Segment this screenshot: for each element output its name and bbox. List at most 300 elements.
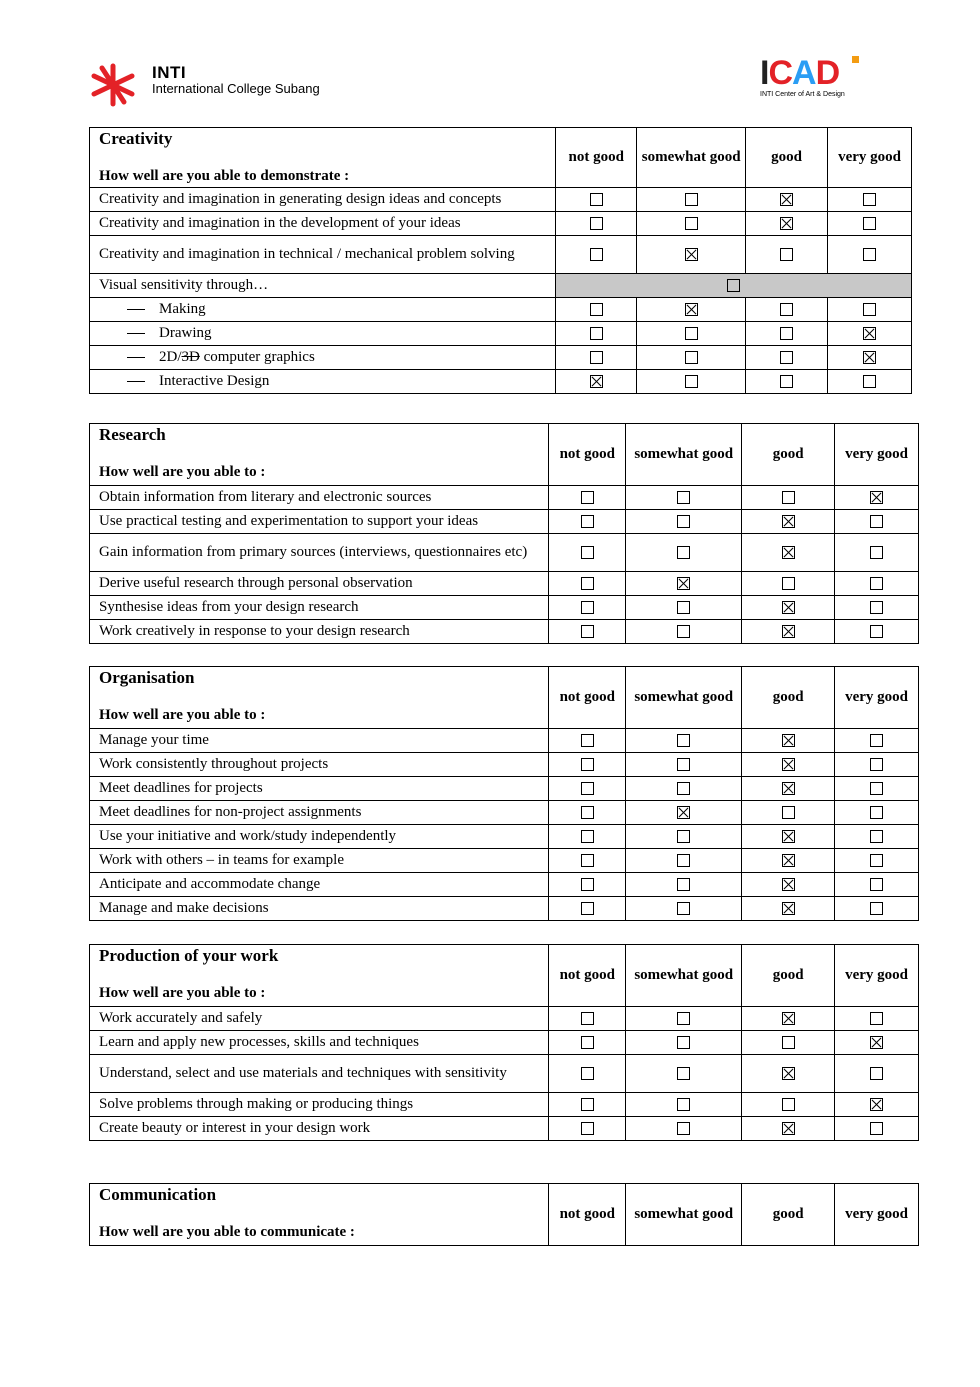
rating-row bbox=[90, 1093, 919, 1117]
column-header: not good bbox=[549, 667, 626, 729]
rating-row bbox=[90, 753, 919, 777]
checkbox[interactable] bbox=[581, 782, 594, 795]
checkbox-cell bbox=[828, 298, 912, 322]
checkbox[interactable] bbox=[870, 806, 883, 819]
greyed-checkbox-cell bbox=[556, 274, 912, 298]
checkbox[interactable] bbox=[863, 248, 876, 261]
row-label bbox=[90, 212, 556, 236]
row-label-text: Understand, select and use materials and techniques with sensitivity bbox=[99, 1065, 507, 1081]
rating-row bbox=[90, 897, 919, 921]
checkbox-cell bbox=[835, 801, 919, 825]
checkbox-cell bbox=[626, 572, 742, 596]
column-header: very good bbox=[835, 945, 919, 1007]
checkbox-cell bbox=[746, 188, 828, 212]
checkbox[interactable] bbox=[677, 758, 690, 771]
checkbox-cell bbox=[549, 729, 626, 753]
checkbox[interactable] bbox=[870, 878, 883, 891]
checkbox-cell bbox=[835, 1117, 919, 1141]
row-label bbox=[90, 486, 549, 510]
checkbox[interactable] bbox=[677, 515, 690, 528]
rating-row bbox=[90, 486, 919, 510]
column-header: good bbox=[742, 1184, 835, 1246]
checkbox[interactable] bbox=[780, 248, 793, 261]
rating-row bbox=[90, 729, 919, 753]
checkbox-cell bbox=[835, 486, 919, 510]
checkbox-cell bbox=[835, 897, 919, 921]
checkbox-cell bbox=[626, 897, 742, 921]
row-label-text: Creativity and imagination in technical / mechanical problem solving bbox=[99, 246, 515, 262]
checkbox[interactable] bbox=[581, 1036, 594, 1049]
communication-table bbox=[89, 1183, 919, 1246]
checkbox[interactable] bbox=[677, 782, 690, 795]
checkbox[interactable] bbox=[870, 577, 883, 590]
checked-checkbox[interactable] bbox=[782, 854, 795, 867]
row-label-text: Learn and apply new processes, skills and techniques bbox=[99, 1034, 419, 1050]
struck-text: 3D bbox=[181, 349, 200, 365]
checkbox[interactable] bbox=[677, 854, 690, 867]
checked-checkbox[interactable] bbox=[863, 351, 876, 364]
checkbox[interactable] bbox=[870, 601, 883, 614]
checkbox-cell bbox=[549, 873, 626, 897]
checkbox[interactable] bbox=[581, 601, 594, 614]
checkbox[interactable] bbox=[685, 351, 698, 364]
checkbox[interactable] bbox=[581, 1098, 594, 1111]
column-header: good bbox=[742, 424, 835, 486]
column-header: somewhat good bbox=[626, 667, 742, 729]
checkbox[interactable] bbox=[581, 854, 594, 867]
checkbox[interactable] bbox=[780, 327, 793, 340]
rating-row bbox=[90, 212, 912, 236]
checkbox-cell bbox=[549, 801, 626, 825]
checkbox[interactable] bbox=[780, 303, 793, 316]
section-heading-cell bbox=[90, 1184, 549, 1246]
checkbox[interactable] bbox=[870, 830, 883, 843]
checked-checkbox[interactable] bbox=[870, 1036, 883, 1049]
checkbox-cell bbox=[549, 1093, 626, 1117]
checkbox-cell bbox=[835, 873, 919, 897]
checked-checkbox[interactable] bbox=[782, 1012, 795, 1025]
checkbox-cell bbox=[742, 777, 835, 801]
table-header-row bbox=[90, 424, 919, 486]
checked-checkbox[interactable] bbox=[782, 546, 795, 559]
rating-row bbox=[90, 510, 919, 534]
checkbox-cell bbox=[626, 849, 742, 873]
checkbox-cell bbox=[549, 620, 626, 644]
row-label bbox=[90, 370, 556, 394]
checkbox-cell bbox=[556, 370, 637, 394]
section-question: How well are you able to : bbox=[99, 464, 266, 480]
checkbox-cell bbox=[549, 849, 626, 873]
checkbox-cell bbox=[742, 1117, 835, 1141]
checkbox-cell bbox=[828, 346, 912, 370]
checkbox[interactable] bbox=[590, 217, 603, 230]
checkbox[interactable] bbox=[677, 1122, 690, 1135]
checked-checkbox[interactable] bbox=[782, 1067, 795, 1080]
row-label-text: Creativity and imagination in generating design ideas and concepts bbox=[99, 191, 502, 207]
checked-checkbox[interactable] bbox=[870, 491, 883, 504]
section-heading-cell bbox=[90, 945, 549, 1007]
checkbox[interactable] bbox=[677, 625, 690, 638]
inti-name: INTI bbox=[152, 63, 187, 82]
row-label bbox=[90, 801, 549, 825]
table-header-row bbox=[90, 945, 919, 1007]
checkbox-cell bbox=[835, 534, 919, 572]
row-label-text: Obtain information from literary and electronic sources bbox=[99, 489, 432, 505]
column-header: good bbox=[742, 945, 835, 1007]
checkbox[interactable] bbox=[677, 1098, 690, 1111]
checkbox-cell bbox=[556, 188, 637, 212]
checkbox-cell bbox=[742, 510, 835, 534]
checkbox-cell bbox=[637, 236, 746, 274]
checkbox[interactable] bbox=[870, 1012, 883, 1025]
checkbox[interactable] bbox=[870, 546, 883, 559]
row-label-text: Meet deadlines for non-project assignments bbox=[99, 804, 362, 820]
rating-row bbox=[90, 873, 919, 897]
checkbox-cell bbox=[742, 1007, 835, 1031]
checkbox-cell bbox=[742, 572, 835, 596]
icad-subtitle: INTI Center of Art & Design bbox=[760, 91, 845, 98]
checkbox[interactable] bbox=[581, 515, 594, 528]
row-label bbox=[90, 1055, 549, 1093]
checked-checkbox[interactable] bbox=[685, 248, 698, 261]
checkbox[interactable] bbox=[581, 1067, 594, 1080]
checkbox-cell bbox=[746, 298, 828, 322]
checkbox[interactable] bbox=[581, 806, 594, 819]
rating-row bbox=[90, 370, 912, 394]
checkbox-cell bbox=[626, 873, 742, 897]
row-label: Visual sensitivity through… bbox=[90, 274, 556, 298]
row-label bbox=[90, 897, 549, 921]
row-label bbox=[90, 1093, 549, 1117]
checkbox-cell bbox=[549, 1007, 626, 1031]
checkbox-cell bbox=[835, 572, 919, 596]
checkbox-cell bbox=[828, 370, 912, 394]
checkbox[interactable] bbox=[870, 734, 883, 747]
row-label-text: Manage your time bbox=[99, 732, 209, 748]
row-label-text: computer graphics bbox=[199, 349, 315, 365]
checkbox-cell bbox=[626, 486, 742, 510]
rating-row bbox=[90, 188, 912, 212]
rating-row bbox=[90, 298, 912, 322]
section-title: Research bbox=[99, 425, 166, 444]
checked-checkbox[interactable] bbox=[782, 1122, 795, 1135]
checkbox-cell bbox=[549, 486, 626, 510]
checkbox-cell bbox=[742, 753, 835, 777]
row-label bbox=[90, 777, 549, 801]
checkbox-cell bbox=[742, 729, 835, 753]
checkbox[interactable] bbox=[677, 491, 690, 504]
page-header bbox=[0, 0, 980, 110]
checkbox[interactable] bbox=[870, 1122, 883, 1135]
section-heading-cell bbox=[90, 424, 549, 486]
checkbox-cell bbox=[742, 849, 835, 873]
row-label-text: Work creatively in response to your design research bbox=[99, 623, 410, 639]
section-question: How well are you able to demonstrate : bbox=[99, 168, 350, 184]
checkbox[interactable] bbox=[581, 1012, 594, 1025]
checkbox[interactable] bbox=[727, 279, 740, 292]
rating-row bbox=[90, 534, 919, 572]
checkbox[interactable] bbox=[870, 902, 883, 915]
checkbox[interactable] bbox=[590, 193, 603, 206]
checkbox-cell bbox=[828, 236, 912, 274]
rating-row bbox=[90, 620, 919, 644]
checkbox-cell bbox=[556, 236, 637, 274]
row-label-text: Interactive Design bbox=[159, 373, 270, 389]
checked-checkbox[interactable] bbox=[782, 734, 795, 747]
checkbox-cell bbox=[835, 596, 919, 620]
checkbox-cell bbox=[828, 322, 912, 346]
checkbox-cell bbox=[637, 370, 746, 394]
checkbox-cell bbox=[626, 801, 742, 825]
checkbox[interactable] bbox=[677, 1067, 690, 1080]
checkbox[interactable] bbox=[870, 854, 883, 867]
checkbox[interactable] bbox=[870, 758, 883, 771]
row-label-text: Anticipate and accommodate change bbox=[99, 876, 321, 892]
checkbox-cell bbox=[549, 572, 626, 596]
checkbox[interactable] bbox=[677, 1036, 690, 1049]
column-header: not good bbox=[549, 945, 626, 1007]
row-label bbox=[90, 620, 549, 644]
checked-checkbox[interactable] bbox=[780, 193, 793, 206]
checkbox[interactable] bbox=[581, 902, 594, 915]
checkbox-cell bbox=[626, 1093, 742, 1117]
row-label bbox=[90, 236, 556, 274]
row-label-text: Creativity and imagination in the development of your ideas bbox=[99, 215, 461, 231]
research-table bbox=[89, 423, 919, 644]
checkbox[interactable] bbox=[780, 351, 793, 364]
checkbox[interactable] bbox=[685, 217, 698, 230]
checked-checkbox[interactable] bbox=[590, 375, 603, 388]
row-label-text: Gain information from primary sources (interviews, questionnaires etc) bbox=[99, 544, 528, 560]
checkbox-cell bbox=[626, 777, 742, 801]
checkbox-cell bbox=[835, 510, 919, 534]
checked-checkbox[interactable] bbox=[870, 1098, 883, 1111]
rating-row bbox=[90, 572, 919, 596]
checkbox[interactable] bbox=[685, 193, 698, 206]
checked-checkbox[interactable] bbox=[782, 830, 795, 843]
checkbox[interactable] bbox=[581, 491, 594, 504]
row-label-text: Work consistently throughout projects bbox=[99, 756, 329, 772]
column-header: very good bbox=[835, 1184, 919, 1246]
checkbox[interactable] bbox=[677, 878, 690, 891]
checkbox-cell bbox=[746, 212, 828, 236]
row-label-text: Solve problems through making or producing things bbox=[99, 1096, 414, 1112]
section-title: Organisation bbox=[99, 668, 195, 687]
checkbox[interactable] bbox=[863, 193, 876, 206]
column-header: not good bbox=[549, 424, 626, 486]
checkbox[interactable] bbox=[677, 1012, 690, 1025]
checkbox-cell bbox=[637, 212, 746, 236]
checkbox[interactable] bbox=[863, 303, 876, 316]
checkbox-cell bbox=[626, 534, 742, 572]
checkbox-cell bbox=[746, 370, 828, 394]
checkbox[interactable] bbox=[870, 515, 883, 528]
checkbox-cell bbox=[835, 620, 919, 644]
row-label bbox=[90, 825, 549, 849]
column-header: somewhat good bbox=[626, 424, 742, 486]
row-label bbox=[90, 346, 556, 370]
checkbox[interactable] bbox=[677, 902, 690, 915]
checkbox-cell bbox=[742, 1055, 835, 1093]
checkbox-cell bbox=[626, 1055, 742, 1093]
checkbox[interactable] bbox=[581, 1122, 594, 1135]
checkbox-cell bbox=[742, 873, 835, 897]
checkbox-cell bbox=[626, 753, 742, 777]
row-label bbox=[90, 849, 549, 873]
checkbox-cell bbox=[637, 346, 746, 370]
column-header: not good bbox=[549, 1184, 626, 1246]
checked-checkbox[interactable] bbox=[782, 902, 795, 915]
rating-row bbox=[90, 801, 919, 825]
checkbox[interactable] bbox=[581, 878, 594, 891]
checkbox[interactable] bbox=[782, 491, 795, 504]
table-header-row bbox=[90, 128, 912, 188]
checkbox-cell bbox=[742, 596, 835, 620]
checkbox[interactable] bbox=[863, 217, 876, 230]
checkbox-cell bbox=[835, 825, 919, 849]
checkbox-cell bbox=[637, 322, 746, 346]
column-header: somewhat good bbox=[626, 945, 742, 1007]
production-table bbox=[89, 944, 919, 1141]
row-label bbox=[90, 322, 556, 346]
checked-checkbox[interactable] bbox=[782, 601, 795, 614]
rating-row bbox=[90, 596, 919, 620]
checkbox-cell bbox=[626, 825, 742, 849]
checked-checkbox[interactable] bbox=[782, 878, 795, 891]
checkbox[interactable] bbox=[590, 248, 603, 261]
dash-icon bbox=[127, 333, 145, 334]
checkbox[interactable] bbox=[677, 830, 690, 843]
column-header: not good bbox=[556, 128, 637, 188]
checkbox[interactable] bbox=[870, 1067, 883, 1080]
dash-icon bbox=[127, 309, 145, 310]
checkbox-cell bbox=[828, 188, 912, 212]
checkbox[interactable] bbox=[581, 734, 594, 747]
column-header: good bbox=[746, 128, 828, 188]
checkbox[interactable] bbox=[782, 1036, 795, 1049]
section-title: Creativity bbox=[99, 129, 173, 148]
checkbox-cell bbox=[626, 596, 742, 620]
rating-row bbox=[90, 346, 912, 370]
row-label bbox=[90, 1031, 549, 1055]
checkbox[interactable] bbox=[685, 375, 698, 388]
row-label bbox=[90, 753, 549, 777]
rating-row bbox=[90, 1031, 919, 1055]
rating-row bbox=[90, 1117, 919, 1141]
checkbox-cell bbox=[835, 1093, 919, 1117]
checkbox[interactable] bbox=[590, 351, 603, 364]
checkbox[interactable] bbox=[677, 546, 690, 559]
checkbox[interactable] bbox=[685, 327, 698, 340]
rating-row bbox=[90, 1055, 919, 1093]
checkbox[interactable] bbox=[870, 625, 883, 638]
column-header: very good bbox=[835, 667, 919, 729]
row-label-text: Use your initiative and work/study independently bbox=[99, 828, 397, 844]
section-title: Production of your work bbox=[99, 946, 279, 965]
checkbox-cell bbox=[746, 236, 828, 274]
row-label bbox=[90, 298, 556, 322]
rating-row bbox=[90, 236, 912, 274]
row-label-text: Making bbox=[159, 301, 206, 317]
row-label-text: Manage and make decisions bbox=[99, 900, 269, 916]
checkbox-cell bbox=[835, 849, 919, 873]
checkbox[interactable] bbox=[782, 806, 795, 819]
checkbox-cell bbox=[637, 298, 746, 322]
checkbox-cell bbox=[742, 534, 835, 572]
checkbox-cell bbox=[742, 1031, 835, 1055]
checked-checkbox[interactable] bbox=[863, 327, 876, 340]
row-label-text: Create beauty or interest in your design work bbox=[99, 1120, 371, 1136]
checkbox-cell bbox=[742, 620, 835, 644]
creativity-table bbox=[89, 127, 912, 394]
dash-icon bbox=[127, 381, 145, 382]
checkbox[interactable] bbox=[590, 327, 603, 340]
row-label-text: Use practical testing and experimentation to support your ideas bbox=[99, 513, 479, 529]
checkbox[interactable] bbox=[590, 303, 603, 316]
checked-checkbox[interactable] bbox=[677, 577, 690, 590]
checkbox-cell bbox=[549, 777, 626, 801]
checkbox-cell bbox=[556, 346, 637, 370]
section-question: How well are you able to communicate : bbox=[99, 1224, 355, 1240]
checkbox[interactable] bbox=[863, 375, 876, 388]
checkbox[interactable] bbox=[581, 758, 594, 771]
checkbox-cell bbox=[742, 486, 835, 510]
checkbox-cell bbox=[746, 322, 828, 346]
section-question: How well are you able to : bbox=[99, 985, 266, 1001]
checked-checkbox[interactable] bbox=[782, 782, 795, 795]
checkbox[interactable] bbox=[581, 625, 594, 638]
checkbox-cell bbox=[835, 777, 919, 801]
row-label bbox=[90, 510, 549, 534]
checked-checkbox[interactable] bbox=[782, 515, 795, 528]
checkbox[interactable] bbox=[677, 601, 690, 614]
visual-sensitivity-row bbox=[90, 274, 912, 298]
checkbox-cell bbox=[549, 753, 626, 777]
checkbox[interactable] bbox=[782, 1098, 795, 1111]
checked-checkbox[interactable] bbox=[685, 303, 698, 316]
row-label-text: Work accurately and safely bbox=[99, 1010, 263, 1026]
checkbox-cell bbox=[549, 1117, 626, 1141]
dash-icon bbox=[127, 357, 145, 358]
inti-wordmark bbox=[152, 64, 320, 95]
checked-checkbox[interactable] bbox=[780, 217, 793, 230]
checkbox-cell bbox=[556, 212, 637, 236]
checkbox-cell bbox=[626, 1117, 742, 1141]
checkbox-cell bbox=[742, 897, 835, 921]
row-label bbox=[90, 188, 556, 212]
checkbox[interactable] bbox=[870, 782, 883, 795]
organisation-table bbox=[89, 666, 919, 921]
checkbox-cell bbox=[549, 1031, 626, 1055]
checkbox-cell bbox=[549, 1055, 626, 1093]
checkbox[interactable] bbox=[581, 577, 594, 590]
checkbox[interactable] bbox=[677, 734, 690, 747]
checked-checkbox[interactable] bbox=[782, 625, 795, 638]
checked-checkbox[interactable] bbox=[782, 758, 795, 771]
row-label-text: 2D/ bbox=[159, 349, 182, 365]
checkbox-cell bbox=[835, 729, 919, 753]
section-heading-cell bbox=[90, 128, 556, 188]
inti-logo-icon bbox=[88, 62, 138, 108]
table-header-row bbox=[90, 1184, 919, 1246]
checkbox[interactable] bbox=[581, 830, 594, 843]
checked-checkbox[interactable] bbox=[677, 806, 690, 819]
section-question: How well are you able to : bbox=[99, 707, 266, 723]
checkbox[interactable] bbox=[782, 577, 795, 590]
checkbox[interactable] bbox=[581, 546, 594, 559]
checkbox-cell bbox=[828, 212, 912, 236]
checkbox[interactable] bbox=[780, 375, 793, 388]
